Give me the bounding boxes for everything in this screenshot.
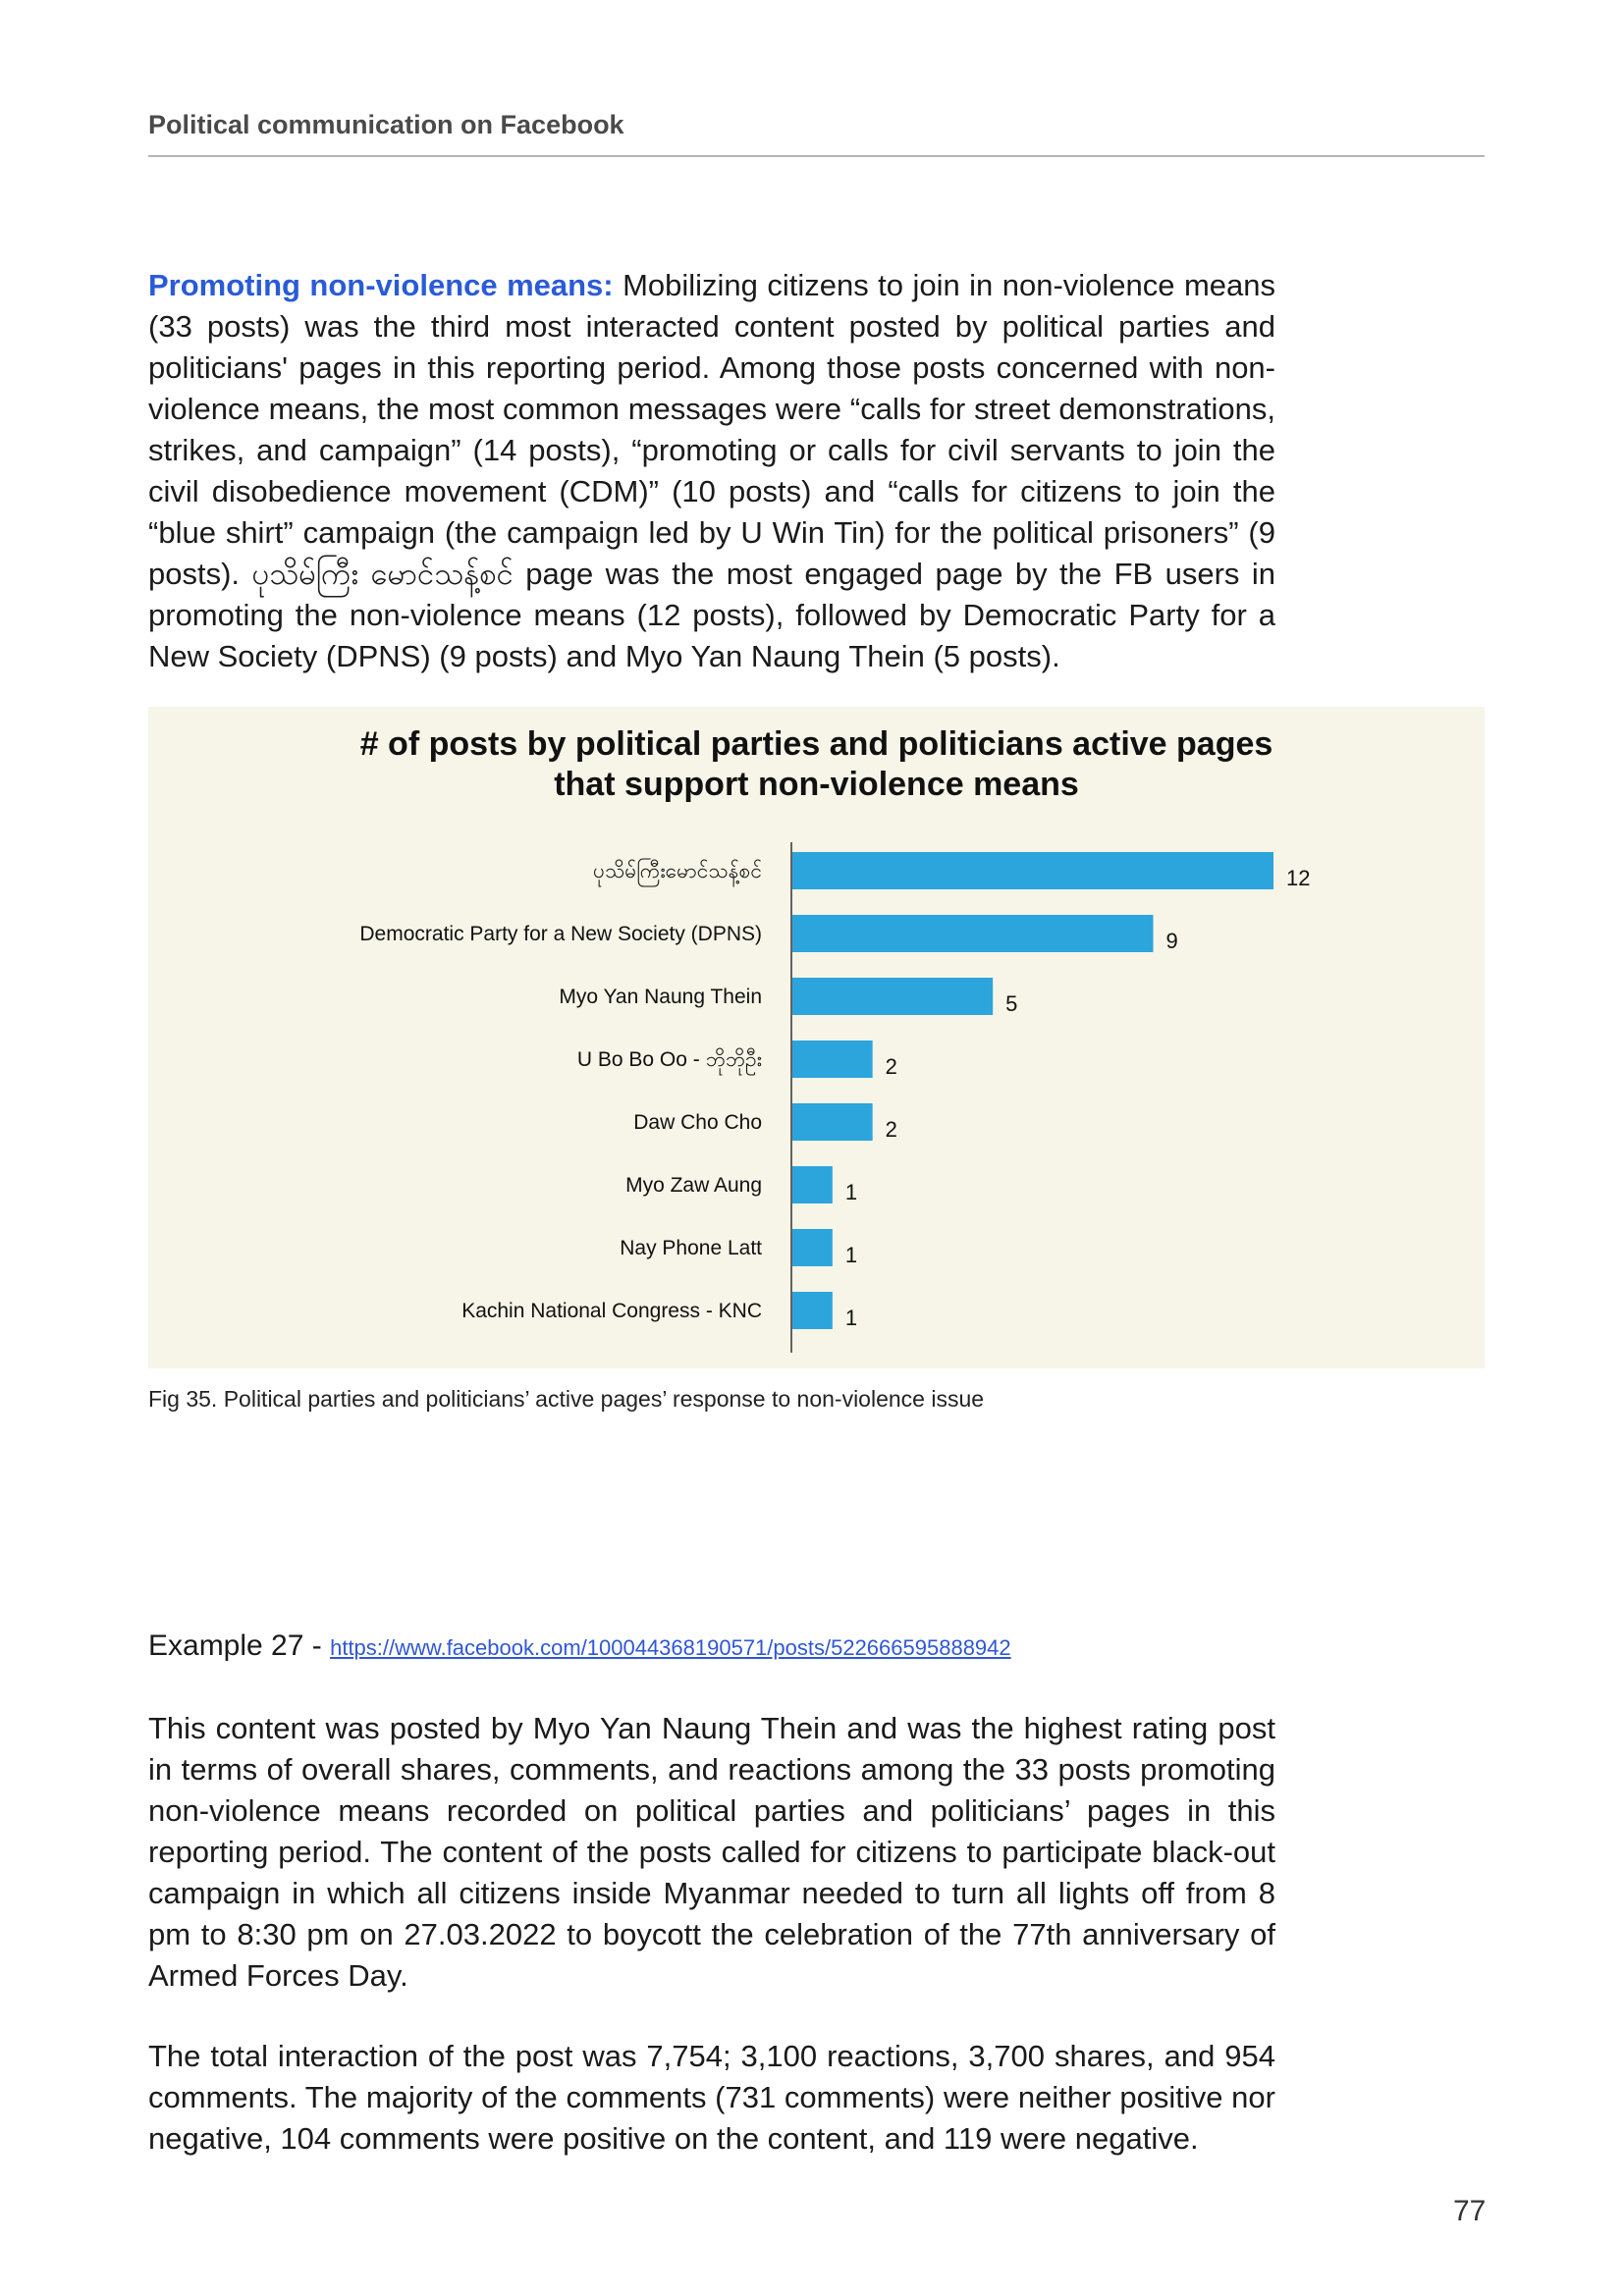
example-paragraph: This content was posted by Myo Yan Naung Thein and was the highest rating post in terms of overall shares, comments, and reactions among the 33 posts promoting non-violence means recorded on political parties and politicians’ pages in this reporting period. The content of the posts called for citizens to participate black-out campaign in which all citizens inside Myanmar needed to turn all lights off from 8 pm to 8:30 pm on 27.03.2022 to boycott the celebration of the 77th anniversary of Armed Forces Day. (148, 1711, 1275, 1993)
intro-paragraph (148, 265, 1275, 677)
example-line (148, 1629, 1011, 1663)
category-label: Nay Phone Latt (620, 1237, 762, 1259)
bar (792, 1292, 833, 1329)
bar (792, 1229, 833, 1266)
chart-panel (148, 707, 1485, 1368)
bar (792, 1103, 873, 1141)
page-number: 77 (1453, 2195, 1487, 2227)
intro-lead-in: Promoting non-violence means: (148, 268, 614, 302)
bar (792, 1041, 873, 1078)
figure-caption: Fig 35. Political parties and politicians’ active pages’ response to non-violence issue (148, 1386, 985, 1412)
example-label: Example 27 - (148, 1629, 331, 1662)
value-label: 2 (885, 1054, 897, 1079)
value-label: 9 (1165, 929, 1178, 953)
bar (792, 915, 1154, 952)
bar (792, 852, 1273, 889)
header-divider (148, 155, 1485, 157)
value-label: 5 (1005, 991, 1018, 1016)
chart-title-line-2: that support non-violence means (554, 766, 1079, 803)
bar-chart (148, 707, 1485, 1368)
category-label: Democratic Party for a New Society (DPNS) (359, 923, 762, 945)
category-label: Myo Yan Naung Thein (559, 986, 762, 1008)
intro-text: Mobilizing citizens to join in non-violence means (33 posts) was the third most interacted content posted by political parties and politicians' pages in this reporting period. Among those posts concerned with non-violence means, the most common messages were “calls for street demonstrations, strikes, and campaign” (14 posts), “promoting or calls for civil servants to join the civil disobedience movement (CDM)” (10 posts) and “calls for citizens to join the “blue shirt” campaign (the campaign led by U Win Tin) for the political prisoners” (9 posts). ပုသိမ်ကြီး မောင်သန့်စင် page was the most engaged page by the FB users in promoting the non-violence means (12 posts), followed by Democratic Party for a New Society (DPNS) (9 posts) and Myo Yan Naung Thein (5 posts). (148, 268, 1276, 673)
value-label: 1 (844, 1180, 858, 1204)
category-label: Kachin National Congress - KNC (461, 1300, 762, 1322)
category-label: Daw Cho Cho (633, 1111, 762, 1134)
bar (792, 1166, 833, 1203)
bar (792, 978, 993, 1015)
chart-title-line-1: # of posts by political parties and politicians active pages (359, 725, 1273, 763)
category-label: Myo Zaw Aung (625, 1174, 762, 1197)
value-label: 1 (844, 1306, 858, 1330)
category-label: ပုသိမ်ကြီးမောင်သန့်စင် (593, 860, 762, 882)
value-label: 2 (885, 1117, 897, 1142)
value-label: 1 (844, 1243, 858, 1267)
value-label: 12 (1286, 866, 1311, 890)
interaction-paragraph: The total interaction of the post was 7,754; 3,100 reactions, 3,700 shares, and 954 comments. The majority of the comments (731 comments) were neither positive nor negative, 104 comments were positive on the content, and 119 were negative. (148, 2039, 1275, 2156)
running-header: Political communication on Facebook (148, 110, 624, 139)
example-link[interactable]: https://www.facebook.com/100044368190571/posts/522666595888942 (330, 1635, 1011, 1660)
category-label: U Bo Bo Oo - ဘိုဘိုဦး (576, 1048, 762, 1071)
